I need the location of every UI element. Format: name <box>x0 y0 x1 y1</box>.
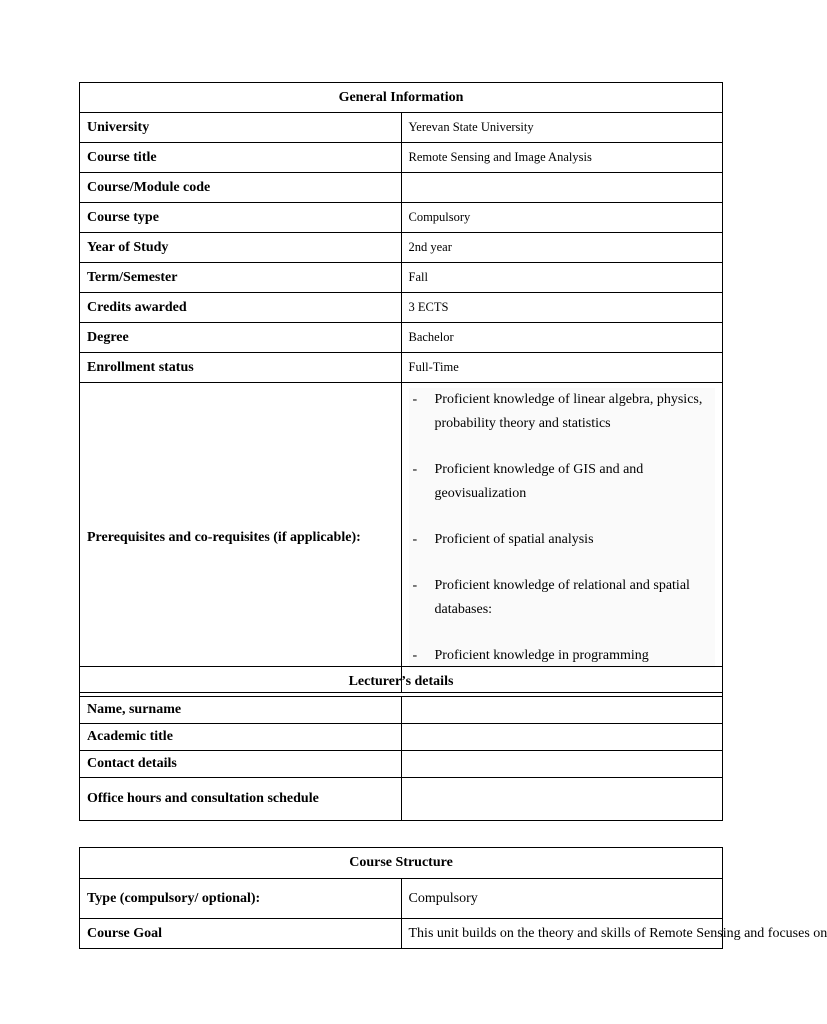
table-row <box>80 919 723 949</box>
list-dash: - <box>412 532 418 547</box>
lecturer-details-table <box>79 666 723 821</box>
table-row <box>80 203 723 233</box>
course-goal-value: This unit builds on the theory and skills of Remote Sensing and focuses on <box>401 919 723 949</box>
enrollment-status-value: Full-Time <box>401 353 723 383</box>
year-of-study-label: Year of Study <box>80 233 402 263</box>
term-semester-value: Fall <box>401 263 723 293</box>
year-of-study-value: 2nd year <box>401 233 723 263</box>
contact-details-label: Contact details <box>80 751 402 778</box>
table-row <box>80 143 723 173</box>
credits-awarded-value: 3 ECTS <box>401 293 723 323</box>
course-code-value <box>401 173 723 203</box>
course-goal-label: Course Goal <box>80 919 402 949</box>
table-row <box>80 173 723 203</box>
list-dash: - <box>412 648 418 663</box>
university-value: Yerevan State University <box>401 113 723 143</box>
general-information-table <box>79 82 723 693</box>
name-surname-label: Name, surname <box>80 697 402 724</box>
lecturer-details-heading: Lecturer’s details <box>80 667 723 697</box>
course-type-value: Compulsory <box>401 203 723 233</box>
table-row <box>80 383 723 693</box>
degree-label: Degree <box>80 323 402 353</box>
list-item <box>409 644 716 668</box>
list-dash: - <box>412 578 418 593</box>
name-surname-value <box>401 697 723 724</box>
degree-value: Bachelor <box>401 323 723 353</box>
university-label: University <box>80 113 402 143</box>
list-dash: - <box>412 462 418 477</box>
prerequisite-text: Proficient knowledge of GIS and and geovisualization <box>434 462 644 501</box>
general-information-heading: General Information <box>80 83 723 113</box>
academic-title-value <box>401 724 723 751</box>
course-structure-table <box>79 847 827 949</box>
table-row <box>80 263 723 293</box>
table-row <box>80 879 723 919</box>
office-hours-label: Office hours and consultation schedule <box>80 778 402 821</box>
course-type-label: Course type <box>80 203 402 233</box>
table-row <box>80 778 723 821</box>
term-semester-label: Term/Semester <box>80 263 402 293</box>
academic-title-label: Academic title <box>80 724 402 751</box>
list-item <box>409 458 716 506</box>
prerequisite-text: Proficient knowledge in programming <box>434 648 649 663</box>
table-row <box>80 113 723 143</box>
prerequisite-text: Proficient knowledge of relational and spatial databases: <box>434 578 690 617</box>
course-structure-heading: Course Structure <box>80 848 723 879</box>
office-hours-value <box>401 778 723 821</box>
list-item <box>409 574 716 622</box>
table-row <box>80 353 723 383</box>
prerequisite-text: Proficient knowledge of linear algebra, physics, probability theory and statistics <box>434 392 703 431</box>
table-row <box>80 233 723 263</box>
prerequisite-text: Proficient of spatial analysis <box>434 532 594 547</box>
course-code-label: Course/Module code <box>80 173 402 203</box>
prerequisites-list <box>409 388 716 668</box>
list-item <box>409 388 716 436</box>
prerequisites-label: Prerequisites and co-requisites (if applicable): <box>80 383 402 693</box>
table-row <box>80 724 723 751</box>
credits-awarded-label: Credits awarded <box>80 293 402 323</box>
type-label: Type (compulsory/ optional): <box>80 879 402 919</box>
course-title-label: Course title <box>80 143 402 173</box>
table-row <box>80 293 723 323</box>
table-row <box>80 697 723 724</box>
list-item <box>409 528 716 552</box>
course-title-value: Remote Sensing and Image Analysis <box>401 143 723 173</box>
prerequisites-cell <box>401 383 723 693</box>
table-row <box>80 751 723 778</box>
table-row <box>80 323 723 353</box>
list-dash: - <box>412 392 418 407</box>
type-value: Compulsory <box>401 879 723 919</box>
contact-details-value <box>401 751 723 778</box>
enrollment-status-label: Enrollment status <box>80 353 402 383</box>
